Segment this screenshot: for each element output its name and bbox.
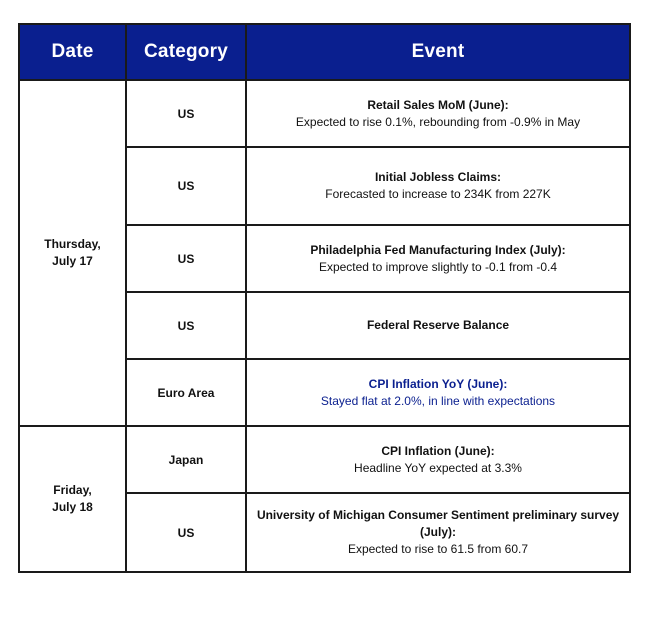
event-title: Initial Jobless Claims: (374, 170, 502, 184)
event-cell (246, 225, 630, 292)
event-description: Headline YoY expected at 3.3% (354, 460, 522, 475)
date-day: Thursday, (44, 237, 101, 251)
event-description: Expected to rise to 61.5 from 60.7 (347, 542, 529, 556)
event-cell (246, 80, 630, 147)
event-cell (246, 292, 630, 359)
event-title: Philadelphia Fed Manufacturing Index (July): (310, 242, 566, 257)
category-header: Category (126, 24, 246, 80)
table-row (19, 80, 630, 147)
category-cell: Japan (126, 426, 246, 493)
event-header: Event (246, 24, 630, 80)
category-cell: US (126, 147, 246, 225)
event-description: Expected to improve slightly to -0.1 from -0.4 (318, 259, 558, 274)
event-cell (246, 147, 630, 225)
category-cell: US (126, 80, 246, 147)
date-cell-thursday (19, 80, 126, 426)
date-day: Friday, (53, 483, 92, 497)
header-row (19, 24, 630, 80)
event-title: University of Michigan Consumer Sentiment preliminary survey (July): (256, 508, 620, 539)
event-description: Expected to rise 0.1%, rebounding from -0.9% in May (295, 114, 581, 129)
event-cell (246, 359, 630, 426)
table-row (19, 426, 630, 493)
event-title: CPI Inflation (June): (381, 443, 495, 458)
date-header: Date (19, 24, 126, 80)
category-cell: Euro Area (126, 359, 246, 426)
event-cell (246, 493, 630, 572)
category-cell: US (126, 225, 246, 292)
event-title: CPI Inflation YoY (June): (368, 376, 508, 391)
category-cell: US (126, 292, 246, 359)
date-month: July 17 (52, 254, 93, 268)
category-cell: US (126, 493, 246, 572)
economic-calendar-table (18, 23, 631, 573)
event-cell (246, 426, 630, 493)
event-title: Federal Reserve Balance (366, 318, 510, 332)
event-description: Stayed flat at 2.0%, in line with expectations (320, 393, 556, 408)
date-cell-friday (19, 426, 126, 572)
event-description: Forecasted to increase to 234K from 227K (325, 187, 551, 201)
event-title: Retail Sales MoM (June): (367, 97, 509, 112)
date-month: July 18 (52, 500, 93, 514)
